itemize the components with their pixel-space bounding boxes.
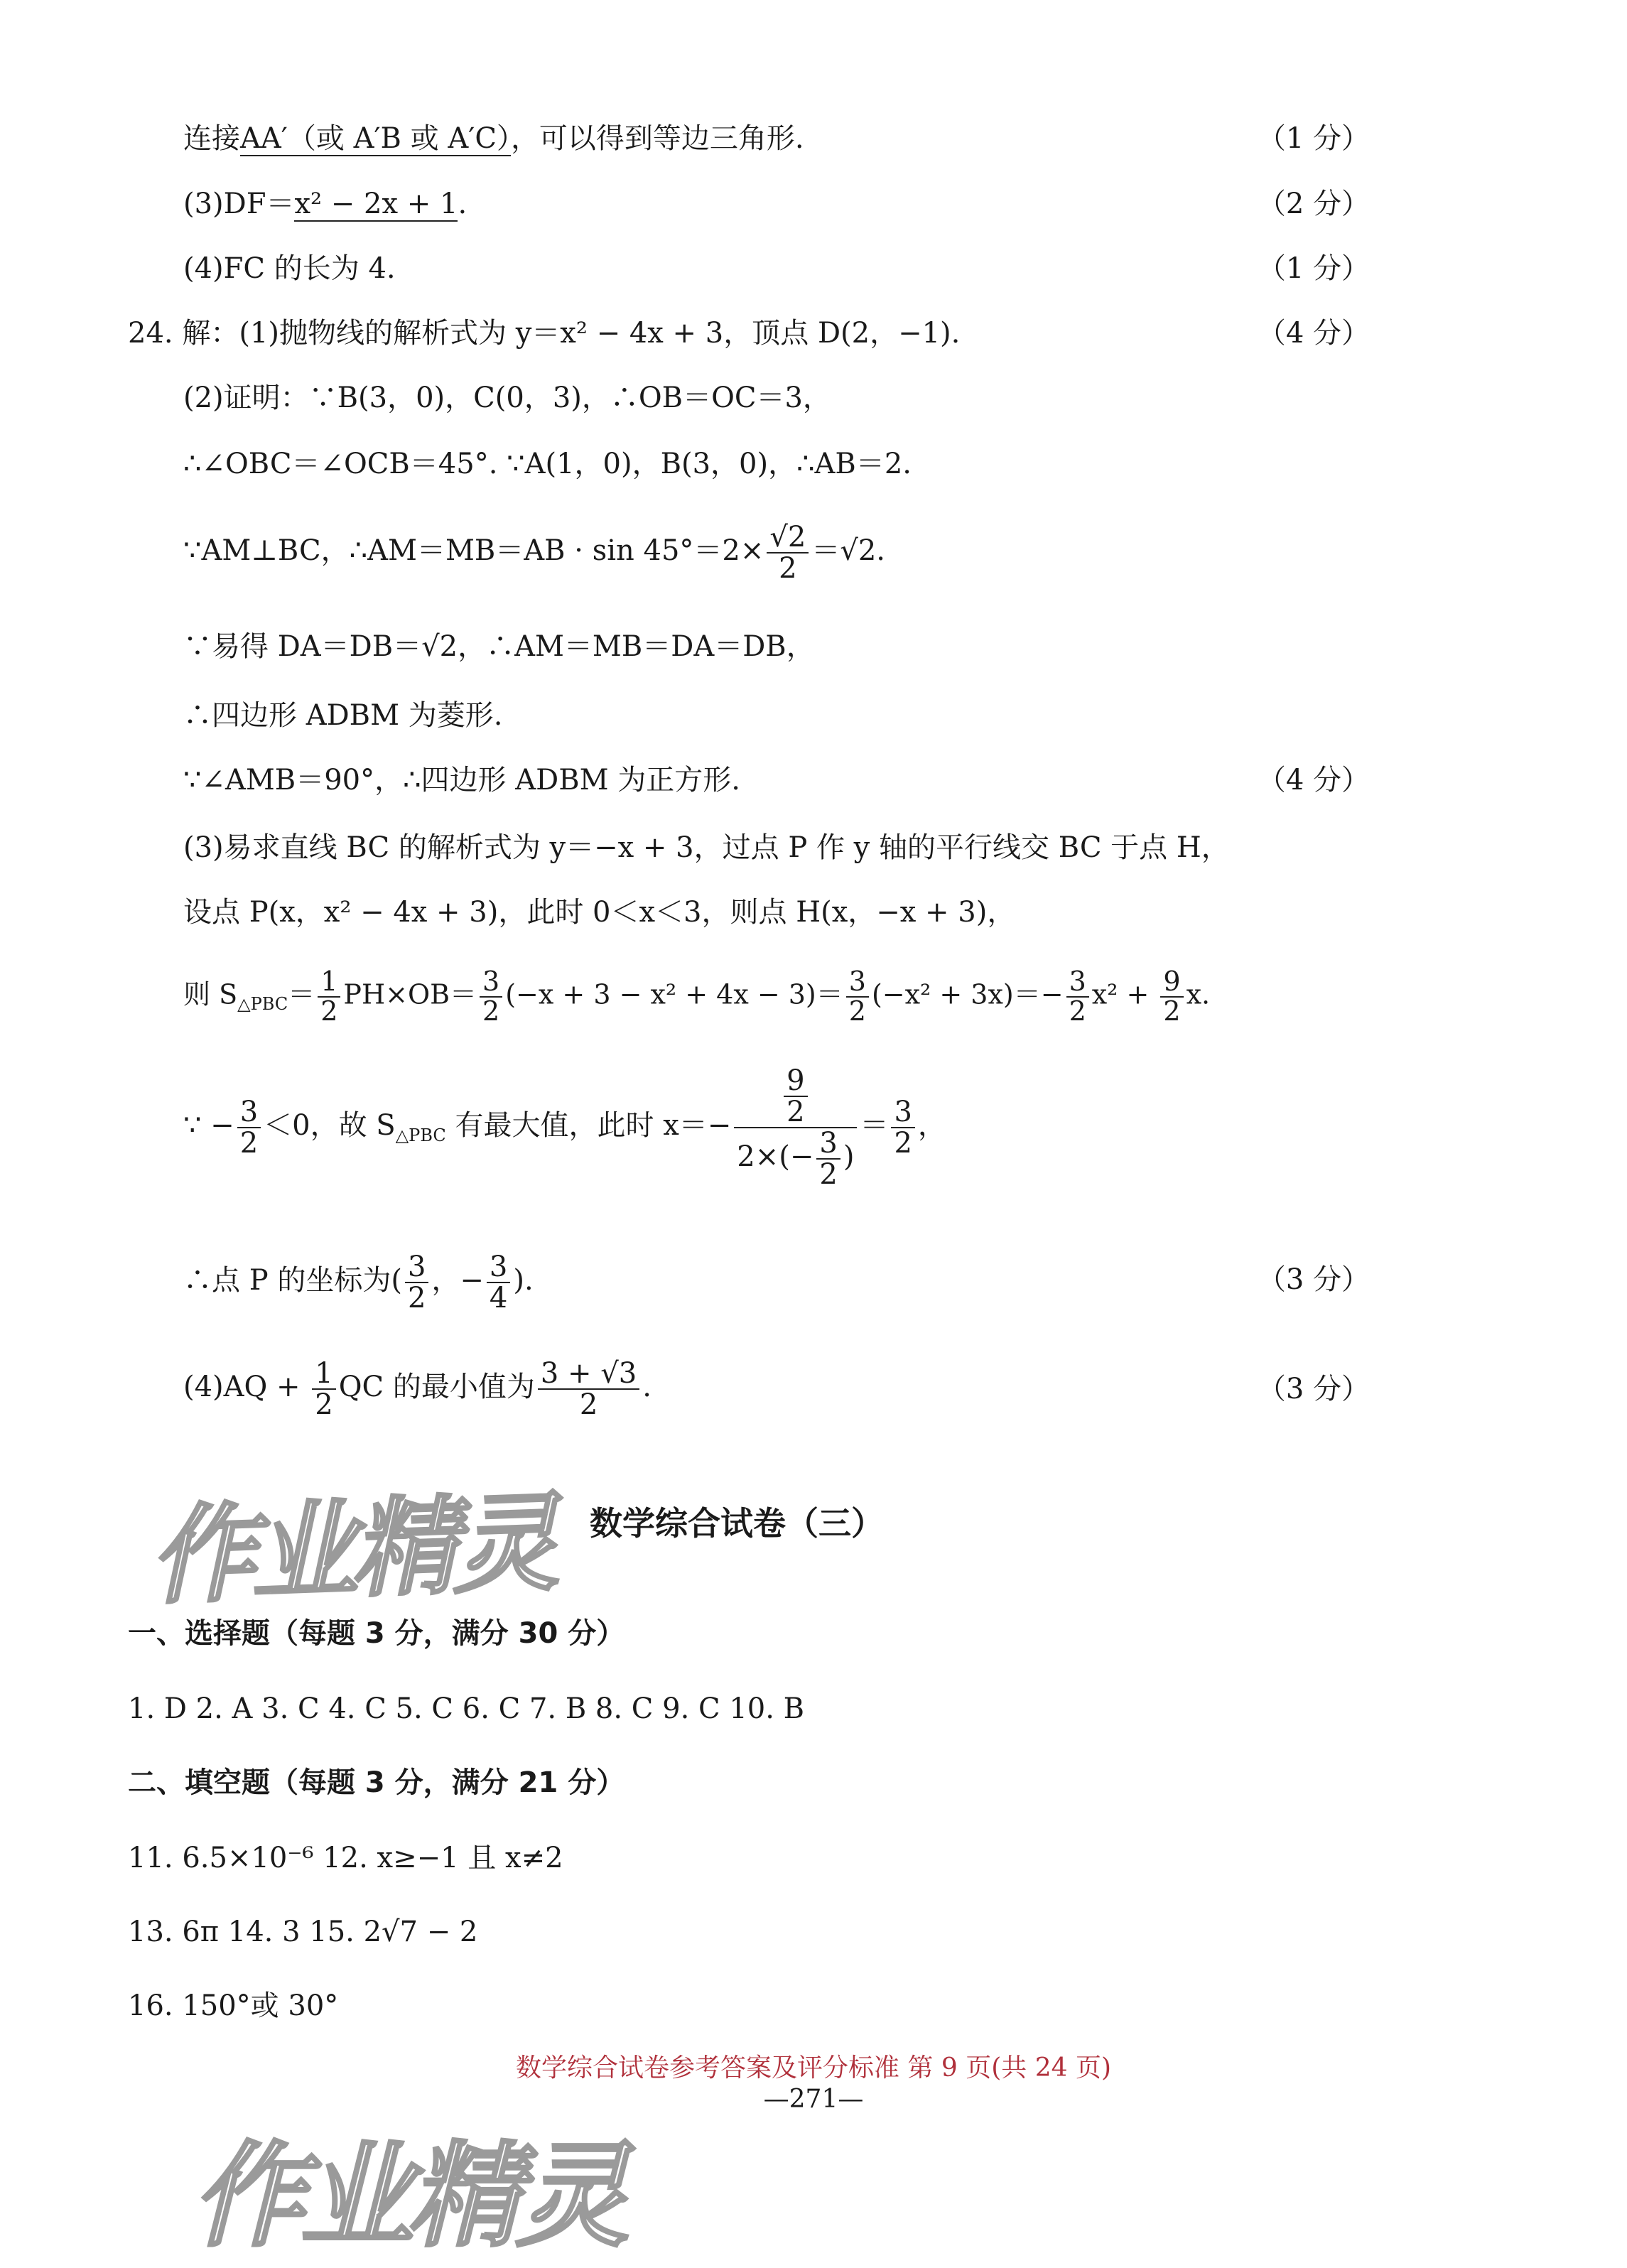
answer-line: 13. 6π 14. 3 15. 2√7 − 2 bbox=[128, 1916, 478, 1948]
answer-line bbox=[183, 522, 885, 583]
fraction bbox=[237, 1097, 261, 1158]
score-label: （1 分） bbox=[1257, 122, 1370, 155]
subscript: △PBC bbox=[395, 1125, 446, 1145]
text: ，可以得到等边三角形. bbox=[510, 122, 804, 155]
answer-line: 设点 P(x，x² − 4x + 3)，此时 0＜x＜3，则点 H(x，−x + 3)， bbox=[183, 896, 1016, 929]
fraction-numerator: 3 bbox=[487, 1252, 510, 1283]
fraction-numerator: 3 bbox=[1066, 968, 1089, 998]
fraction-numerator: 3 bbox=[480, 968, 502, 998]
text: 则 S bbox=[183, 978, 238, 1010]
fraction bbox=[784, 1066, 807, 1127]
fraction-numerator bbox=[734, 1066, 857, 1128]
fraction-numerator: 3 bbox=[846, 968, 869, 998]
fraction-numerator: 1 bbox=[312, 1359, 335, 1390]
text: x² + bbox=[1091, 978, 1158, 1010]
fraction-numerator: 3 bbox=[237, 1097, 261, 1128]
answer-line: (3)易求直线 BC 的解析式为 y＝−x + 3，过点 P 作 y 轴的平行线交 BC 于点 H， bbox=[183, 831, 1230, 864]
answer-line: (4)FC 的长为 4. bbox=[183, 252, 396, 285]
fraction bbox=[846, 968, 869, 1026]
text: ∴点 P 的坐标为( bbox=[183, 1264, 402, 1297]
text: 2×(− bbox=[737, 1140, 814, 1173]
fraction bbox=[480, 968, 502, 1026]
underlined-answer: x² − 2x + 1 bbox=[294, 188, 458, 220]
fraction-numerator: 3 + √3 bbox=[538, 1359, 639, 1390]
answer-line bbox=[183, 121, 804, 156]
answer-line bbox=[183, 968, 1210, 1026]
fraction-denominator: 2 bbox=[787, 1096, 805, 1128]
score-label: （1 分） bbox=[1257, 252, 1370, 285]
fraction-denominator: 4 bbox=[489, 1282, 508, 1314]
fraction-denominator: 2 bbox=[315, 1388, 333, 1421]
answer-line: ∵易得 DA＝DB＝√2，∴AM＝MB＝DA＝DB， bbox=[183, 630, 815, 663]
fraction bbox=[1066, 968, 1089, 1026]
answer-line bbox=[183, 186, 467, 222]
fraction bbox=[538, 1359, 639, 1420]
text: ， bbox=[917, 1109, 946, 1142]
section-heading: 一、选择题（每题 3 分，满分 30 分） bbox=[128, 1617, 625, 1650]
fraction bbox=[312, 1359, 335, 1420]
answer-line: 24. 解：(1)抛物线的解析式为 y＝x² − 4x + 3，顶点 D(2，−1). bbox=[128, 317, 961, 350]
underlined-answer: AA′（或 A′B 或 A′C） bbox=[240, 122, 511, 155]
fraction-denominator bbox=[734, 1128, 857, 1189]
text: (4)AQ + bbox=[183, 1371, 310, 1403]
page-number: —271— bbox=[763, 2085, 864, 2114]
fraction-numerator: √2 bbox=[767, 522, 809, 554]
watermark: 作业精灵 bbox=[147, 1481, 556, 1619]
fraction-numerator: 9 bbox=[1160, 968, 1183, 998]
fraction-denominator: 2 bbox=[848, 995, 866, 1027]
answer-line: 1. D 2. A 3. C 4. C 5. C 6. C 7. B 8. C 9. C 10. B bbox=[128, 1692, 805, 1725]
section-title: 数学综合试卷（三） bbox=[590, 1504, 884, 1543]
answer-line: ∴∠OBC＝∠OCB＝45°. ∵A(1，0)，B(3，0)，∴AB＝2. bbox=[183, 448, 912, 480]
fraction-numerator: 1 bbox=[318, 968, 340, 998]
fraction bbox=[487, 1252, 510, 1313]
fraction-denominator: 2 bbox=[894, 1127, 912, 1160]
text: ). bbox=[513, 1264, 534, 1297]
subscript: △PBC bbox=[237, 993, 288, 1014]
fraction-denominator: 2 bbox=[407, 1282, 426, 1314]
answer-line bbox=[183, 1359, 652, 1420]
score-label: （4 分） bbox=[1257, 317, 1370, 350]
text: (3)DF＝ bbox=[183, 188, 295, 220]
text: ∵AM⊥BC，∴AM＝MB＝AB · sin 45°＝2× bbox=[183, 534, 764, 567]
fraction-denominator: 2 bbox=[1069, 995, 1086, 1027]
fraction bbox=[891, 1097, 914, 1158]
text: ＝√2. bbox=[811, 534, 885, 567]
score-label: （3 分） bbox=[1257, 1373, 1370, 1405]
text: ＝ bbox=[288, 978, 315, 1010]
watermark: 作业精灵 bbox=[192, 2129, 625, 2262]
fraction-denominator: 2 bbox=[239, 1127, 259, 1160]
fraction bbox=[767, 522, 809, 583]
text: . bbox=[642, 1371, 652, 1403]
footer-caption: 数学综合试卷参考答案及评分标准 第 9 页(共 24 页) bbox=[515, 2053, 1112, 2083]
fraction-denominator: 2 bbox=[819, 1158, 838, 1191]
text: ，− bbox=[431, 1264, 484, 1297]
text: ＝ bbox=[860, 1109, 889, 1142]
answer-line bbox=[183, 1066, 946, 1189]
fraction bbox=[1160, 968, 1183, 1026]
text: . bbox=[458, 188, 467, 220]
fraction-denominator: 2 bbox=[579, 1388, 598, 1421]
text: (−x² + 3x)＝− bbox=[871, 978, 1064, 1010]
fraction-numerator: 9 bbox=[784, 1066, 807, 1097]
score-label: （4 分） bbox=[1257, 764, 1370, 796]
fraction bbox=[405, 1252, 428, 1313]
text: ∵ − bbox=[183, 1109, 234, 1142]
answer-line: 16. 150°或 30° bbox=[128, 1989, 339, 2022]
text: ) bbox=[843, 1140, 855, 1173]
text: ＜0，故 S bbox=[264, 1109, 396, 1142]
fraction-numerator: 3 bbox=[405, 1252, 428, 1283]
score-label: （2 分） bbox=[1257, 188, 1370, 220]
fraction-denominator: 2 bbox=[1163, 995, 1181, 1027]
fraction-denominator: 2 bbox=[320, 995, 338, 1027]
text: QC 的最小值为 bbox=[338, 1371, 535, 1403]
text: 有最大值，此时 x＝− bbox=[445, 1109, 732, 1142]
answer-line: ∵∠AMB＝90°，∴四边形 ADBM 为正方形. bbox=[183, 764, 741, 796]
fraction-numerator: 3 bbox=[816, 1128, 840, 1160]
text: PH×OB＝ bbox=[343, 978, 477, 1010]
section-heading: 二、填空题（每题 3 分，满分 21 分） bbox=[128, 1766, 625, 1799]
answer-line: (2)证明：∵B(3，0)，C(0，3)，∴OB＝OC＝3， bbox=[183, 382, 831, 414]
text: (−x + 3 − x² + 4x − 3)＝ bbox=[505, 978, 843, 1010]
fraction-denominator: 2 bbox=[779, 552, 797, 585]
text: x. bbox=[1186, 978, 1211, 1010]
answer-line: 11. 6.5×10⁻⁶ 12. x≥−1 且 x≠2 bbox=[128, 1842, 563, 1874]
fraction-denominator: 2 bbox=[482, 995, 500, 1027]
fraction bbox=[816, 1128, 840, 1189]
fraction-numerator: 3 bbox=[891, 1097, 914, 1128]
complex-fraction bbox=[734, 1066, 857, 1189]
text: 连接 bbox=[183, 122, 240, 155]
answer-line bbox=[183, 1252, 534, 1313]
answer-line: ∴四边形 ADBM 为菱形. bbox=[183, 699, 503, 732]
fraction bbox=[318, 968, 340, 1026]
score-label: （3 分） bbox=[1257, 1263, 1370, 1296]
